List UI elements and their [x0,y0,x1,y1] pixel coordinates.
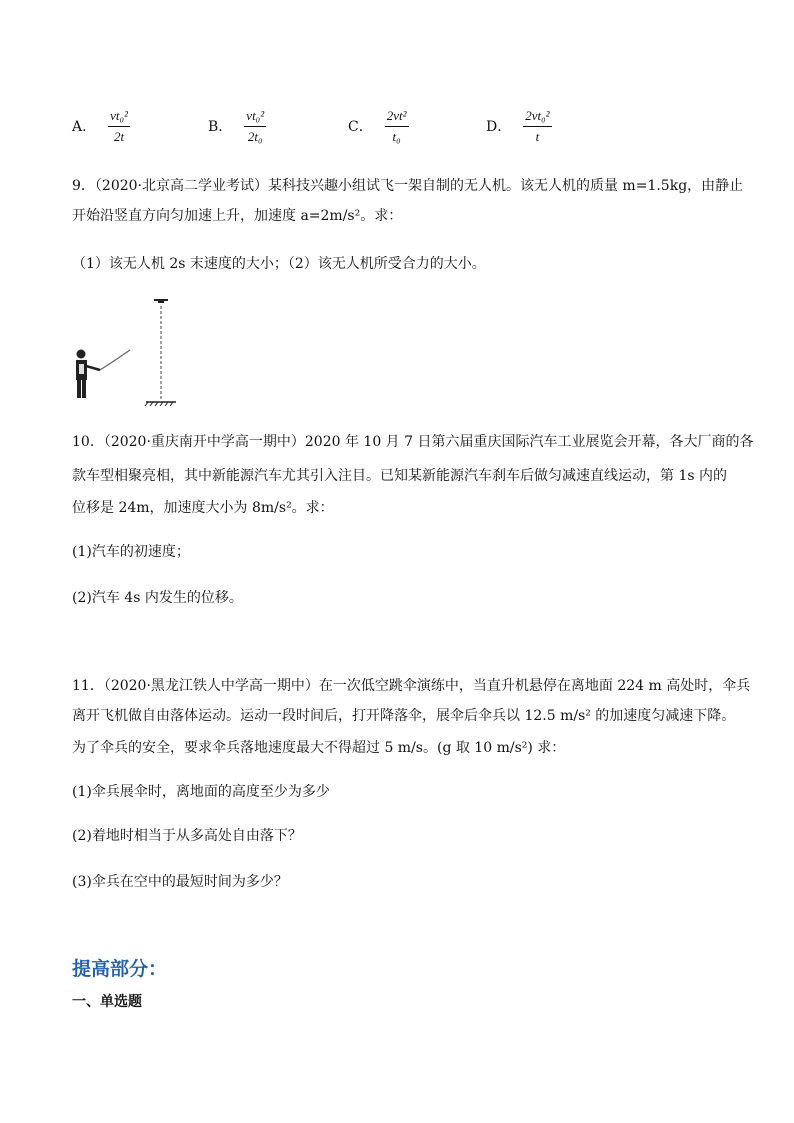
option-a [72,104,130,148]
option-a-letter: A． [72,119,97,135]
q11-line-1: 11．（2020·黑龙江铁人中学高一期中）在一次低空跳伞演练中，当直升机悬停在离地面 224 m 高处时，伞兵 [72,678,751,694]
q10-sub-2: (2)汽车 4s 内发生的位移。 [72,590,243,606]
option-d-letter: D． [486,119,512,135]
option-b-fraction [244,108,266,145]
option-d-fraction [523,108,551,145]
q9-line-2: 开始沿竖直方向匀加速上升，加速度 a=2m/s²。求： [72,208,403,224]
operator-person-icon [76,350,130,399]
option-a-fraction [108,108,130,145]
drone-icon [154,299,168,303]
option-c [348,104,409,148]
q11-line-2: 离开飞机做自由落体运动。运动一段时间后，打开降落伞，展伞后伞兵以 12.5 m/s² 的加速度匀减速下降。 [72,708,736,724]
option-d [486,104,552,148]
option-c-letter: C． [348,119,373,135]
option-b-letter: B． [208,119,233,135]
section-title: 提高部分： [72,958,168,980]
drone-figure [70,294,190,406]
option-b-numerator: vt₀² [244,108,266,127]
ground-icon [145,402,176,406]
option-c-fraction [385,108,409,145]
option-a-denominator: 2t [113,128,125,144]
q10-line-2: 款车型相聚亮相，其中新能源汽车尤其引入注目。已知某新能源汽车刹车后做匀减速直线运动，第 1s 内的 [72,468,727,484]
option-c-denominator: t₀ [392,128,401,144]
q11-sub-3: (3)伞兵在空中的最短时间为多少？ [72,874,288,890]
option-b [208,104,266,148]
option-b-denominator: 2t₀ [247,128,263,144]
option-d-denominator: t [535,128,540,144]
q11-sub-1: (1)伞兵展伞时，离地面的高度至少为多少 [72,784,330,800]
q10-line-3: 位移是 24m，加速度大小为 8m/s²。求： [72,500,334,516]
q10-line-1: 10．（2020·重庆南开中学高一期中）2020 年 10 月 7 日第六届重庆国际汽车工业展览会开幕，各大厂商的各 [72,434,754,450]
option-c-numerator: 2vt² [385,108,409,127]
q11-line-3: 为了伞兵的安全，要求伞兵落地速度最大不得超过 5 m/s。(g 取 10 m/s²) 求： [72,740,566,756]
drone-figure-svg [70,294,190,406]
q11-sub-2: (2)着地时相当于从多高处自由落下？ [72,828,302,844]
section-subtitle: 一、单选题 [72,994,142,1010]
q10-sub-1: (1)汽车的初速度； [72,544,190,560]
option-a-numerator: vt₀² [108,108,130,127]
q9-line-3: （1）该无人机 2s 末速度的大小；（2）该无人机所受合力的大小。 [72,256,486,272]
option-d-numerator: 2vt₀² [523,108,551,127]
q9-line-1: 9．（2020·北京高二学业考试）某科技兴趣小组试飞一架自制的无人机。该无人机的质量 m=1.5kg，由静止 [72,178,744,194]
